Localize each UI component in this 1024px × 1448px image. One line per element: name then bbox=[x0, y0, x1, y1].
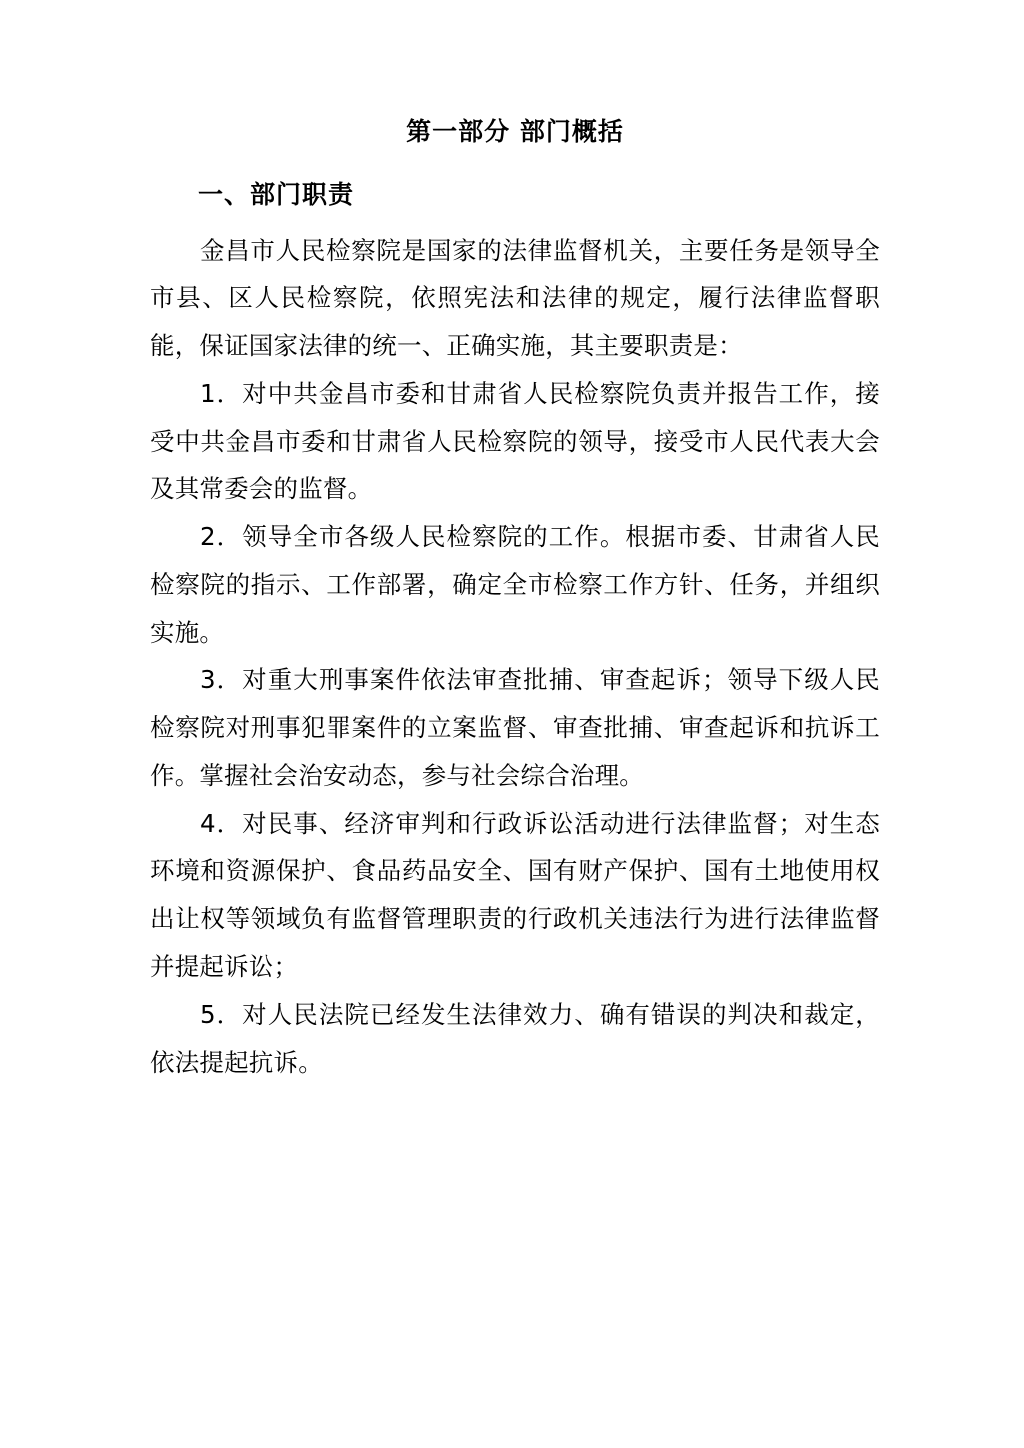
section-heading-department-duties: 一、部门职责 bbox=[198, 180, 355, 209]
paragraph-item-4: 4．对民事、经济审判和行政诉讼活动进行法律监督；对生态环境和资源保护、食品药品安全、国有财产保护、国有土地使用权出让权等领域负有监督管理职责的行政机关违法行为进行法律监督并提起诉讼； bbox=[150, 808, 880, 981]
paragraph-intro: 金昌市人民检察院是国家的法律监督机关，主要任务是领导全市县、区人民检察院，依照宪法和法律的规定，履行法律监督职能，保证国家法律的统一、正确实施，其主要职责是： bbox=[150, 235, 880, 361]
document-body bbox=[150, 112, 880, 1086]
paragraph-item-2: 2．领导全市各级人民检察院的工作。根据市委、甘肃省人民检察院的指示、工作部署，确定全市检察工作方针、任务，并组织实施。 bbox=[150, 522, 880, 647]
paragraph-item-1: 1．对中共金昌市委和甘肃省人民检察院负责并报告工作，接受中共金昌市委和甘肃省人民检察院的领导，接受市人民代表大会及其常委会的监督。 bbox=[150, 378, 880, 504]
page-title: 第一部分 部门概括 bbox=[406, 117, 624, 146]
paragraph-item-3: 3．对重大刑事案件依法审查批捕、审查起诉；领导下级人民检察院对刑事犯罪案件的立案监督、审查批捕、审查起诉和抗诉工作。掌握社会治安动态，参与社会综合治理。 bbox=[150, 665, 880, 790]
paragraph-item-5: 5．对人民法院已经发生法律效力、确有错误的判决和裁定，依法提起抗诉。 bbox=[150, 999, 880, 1077]
